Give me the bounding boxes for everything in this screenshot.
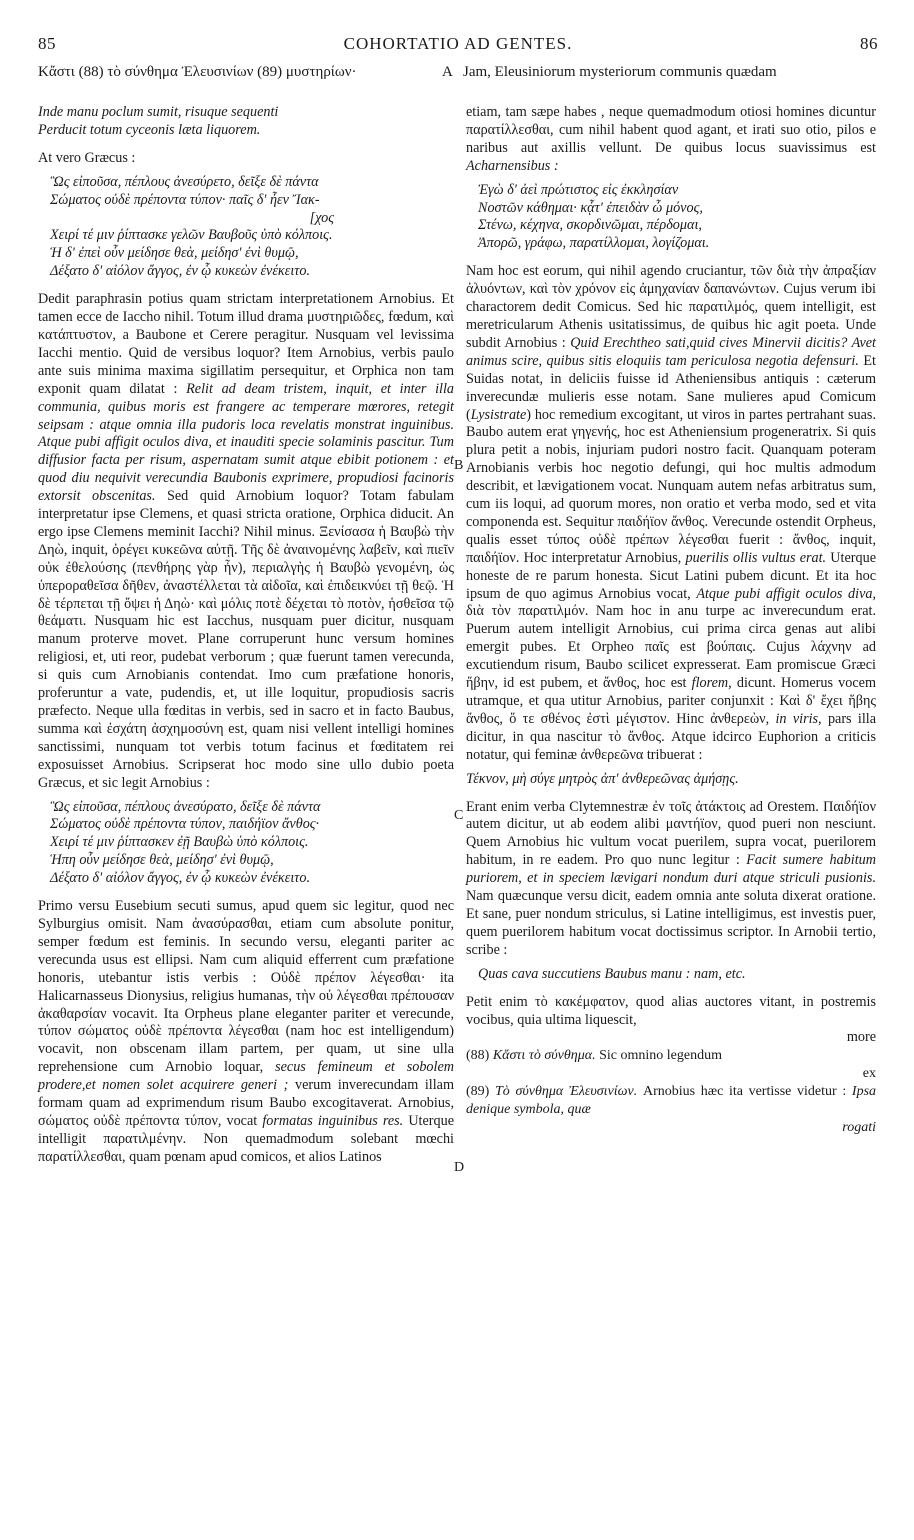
greek-verse-2 [38,799,454,889]
text-run: Uterque intelligit παρατιλμένην. Non quemadmodum solebant mœchi παρατίλλεσθαι, quam pœnam apud comicos, et alios Latinos [38,1112,455,1165]
verse-line: Στένω, κέχηνα, σκορδινῶμαι, πέρδομαι, [478,217,702,234]
quote-italic: Ipsa denique symbola, quæ [466,1084,877,1118]
quote-italic: Lysistrate [470,406,527,423]
text-run: Et Suidas notat, in deliciis fuisse id Atheniensibus antiquis : cæterum inverecundæ mulieris esse notam. Sane mulieres apud Comicum ( [466,352,876,423]
right-column [466,104,876,1137]
quote-italic: secus femineum et sobolem prodere,et nomen solet acquirere generi ; [38,1059,454,1094]
quote-italic: Acharnensibus : [466,157,559,174]
section-marker-b: B [454,458,464,473]
text-run: Dedit paraphrasin potius quam strictam interpretationem Arnobius. Et tamen ecce de Iaccho nihil. Totum illud drama μυστηριῶδες, fœdum, καὶ κατάπτυστον, a Baubone et Cerere peragitur. Nusquam vel levissima Iacchi mentio. Quid de versibus loquor? Item Arnobius, verbis paulo ante suis minima maxima sigillatim persequitur, et Orphica non tam exponit quam dilatat : [38,291,454,397]
verse-line: Perducit totum cyceonis læta liquorem. [38,121,261,138]
quote-italic: formatas inguinibus res. [262,1112,404,1129]
left-column [38,104,454,1167]
quote-italic: Atque pubi affigit oculos diva, [696,585,877,602]
verse-line: Νοστῶν κάθημαι· κᾆτ' ἐπειδὰν ὦ μόνος, [478,199,703,216]
quote-italic: Κἄστι τὸ σύνθημα. [492,1048,596,1064]
paragraph [466,799,876,960]
subheader-greek: Κἄστι (88) τὸ σύνθημα Ἐλευσινίων (89) μυστηρίων· [38,64,357,80]
verse-line: [χος [309,209,334,226]
footnote-88 [466,1047,876,1083]
subheader [38,64,878,86]
text-run: ex [862,1066,876,1082]
verse-line: Quas cava succutiens Baubus manu : nam, etc. [478,965,746,982]
subheader-latin: Jam, Eleusiniorum mysteriorum communis quædam [463,64,777,80]
text-run: Sed quid Arnobium loquor? Totam fabulam interpretatur ipse Clemens, et quasi stricta oratione, Orphica diducit. An ergo ipse Clemens meminit Iacchi? Nihil minus. Ξενίσασα ἡ Βαυβὼ τὴν Δηὼ, inquit, ὀρέγει κυκεῶνα αὐτῇ. Τῆς δὲ ἀναινομένης λαβεῖν, καὶ πιεῖν οὐκ ἐθελούσης (πενθήρης γὰρ ἦν), περιαλγὴς ἡ Βαυβὼ γενομένη, ὡς ὑπεροραθεῖσα δῆθεν, ἀναστέλλεται τὰ αἰδοῖα, καὶ ἐπιδεικνύει τῇ θεῷ. Ἡ δὲ τέρπεται τῇ ὄψει ἡ Δηὼ· καὶ μόλις ποτὲ δέχεται τὸ ποτὸν, ἡσθεῖσα τῷ θεάματι. Nusquam hic est Iacchus, nusquam puer dicitur, nusquam manum proterve movet. Plane corruperunt hunc versum homines religiosi, et, uti reor, pudebat verborum ; quæ fuerunt tamen verecunda, si quis cum Arnobianis contendat. Imo cum præfatione honoris, proferuntur a vate, pudendis, et, ut ille loquitur, propudiosis sacris præfecto. Neque ulla fœditas in verbis, sed in sacro et in facto Baubus, summa καὶ ἐσχάτη ἀσχημοσύνη est, quam nisi vellent intelligi homines sanctissimi, nunquam tot verbis totum facinus et fœditatem rei exposuisset Arnobius. Scripserat hoc modo sine ullo dubio poeta Græcus, et sic legit Arnobius : [38,488,455,791]
paragraph: At vero Græcus : [38,149,136,166]
text-run: Nam quæcunque versu dicit, eadem omnia ante soluta dixerat oratione. Et sane, puer nondum striculus, si Latine intelligimus, est investis puer, quem puerilorem habitum vocat doctissimus scriptor. In Arnobii tertio, scribe : [466,888,876,958]
verse-line: Χειρί τέ μιν ῥίπτασκε γελῶν Βαυβοῦς ὑπὸ κόλποις. [50,227,333,244]
page-title: COHORTATIO AD GENTES. [343,34,573,53]
text-run: διὰ τὸν παρατιλμόν. Nam hoc in anu turpe ac inverecundum erat. Puerum autem intelligit Arnobius, cui prima circa genas aut alibi emergit pubes. Et Orpheo παῖς est βούπαις. Cujus λάχνην ad excutiendum risum, Baubo scilicet expresserat. Eam promiscue Græci ἥβην, id est pubem, et ἄνθος, hoc est [466,603,876,692]
quote-italic: Τὸ σύνθημα Ἐλευσινίων. [495,1084,638,1100]
text-run: dicunt. Homerus vocem utramque, et qua utitur Arnobius, pariter conjunxit : Καὶ δ' ἔχει ἥβης ἄνθος, ὅ τε σθένος ἐστὶ μέγιστον. Hinc ἀνθερεὼν, [466,675,876,727]
text-run: verum inverecundam illam formam quam ad exprimendum risum Baubo excogitaverat. Arnobius, σώματος οὐδὲ πρέποντα τύπον, vocat [38,1077,455,1129]
verse-line: Σώματος οὐδὲ πρέποντα τύπον, παιδήϊον ἄνθος· [50,816,320,833]
text-run: more [846,1029,876,1046]
paragraph [466,104,876,176]
quote-italic: florem, [691,675,732,692]
quote-italic: Facit sumere habitum puriorem, et in speciem lævigari nondum duri atque striculi pusionis. [466,852,876,887]
page-number-left: 85 [38,34,56,53]
verse-line: Ὣς εἰποῦσα, πέπλους ἀνεσύρατο, δεῖξε δὲ πάντα [50,798,321,815]
paragraph [466,994,876,1048]
verse-line: Χειρί τέ μιν ῥίπτασκεν ἐῇ Βαυβὼ ὑπὸ κόλποις. [50,834,309,851]
verse-line: Ἀπορῶ, γράφω, παρατίλλομαι, λογίζομαι. [478,235,710,252]
verse-line: Ἡπη οὖν μείδησε θεὰ, μείδησ' ἐνὶ θυμῷ, [50,852,274,869]
verse-line: Σώματος οὐδὲ πρέποντα τύπον· παῖς δ' ἦεν Ἴακ- [50,191,320,208]
greek-verse-1 [38,174,454,281]
euphorion-verse [466,771,876,789]
arnobius-verse [466,966,876,984]
quote-italic: puerilis ollis vultus erat. [685,549,827,566]
greek-verse [466,182,876,254]
quote-italic: in viris, [775,710,822,727]
paragraph [38,291,454,792]
footnote-number: (88) [466,1048,490,1064]
text-run: Erant enim verba Clytemnestræ ἐν τοῖς ἀτάκτοις ad Orestem. Παιδήϊον autem dicitur, ut ab eodem alibi μαντήϊον, quod pueri non nesciunt. Quem Arnobius hic vultum vocat puerilem, supra vocat, puerilorem habitum, in re eadem. Pro quo nunc legitur : [466,798,876,869]
section-marker-d: D [454,1160,465,1175]
verse-line: Ἐγὼ δ' ἀεὶ πρώτιστος εἰς ἐκκλησίαν [478,181,679,198]
text-run: pars illa dicitur, in qua nascitur τὸ ἄνθος. Atque idcirco Euphorion a criticis notatur, qui feminæ ἀνθερεῶνα tribuerat : [466,710,877,763]
paragraph [466,263,876,764]
verse-line: Ὣς εἰποῦσα, πέπλους ἀνεσύρετο, δεῖξε δὲ πάντα [50,173,319,190]
verse-line: Δέξατο δ' αἰόλον ἄγγος, ἐν ᾧ κυκεὼν ἐνέκειτο. [50,263,310,280]
footnote-89 [466,1083,876,1137]
text-run: ) hoc remedium excogitant, ut viros in partes pertrahant suas. Baubo autem erat γηγενής, hoc est Atheniensium progeneratrix. Si quis plura petit a nobis, injuriam pudori nostro facit. Quanquam poteram Arnobianis verbis hoc negotio defungi, qui hoc multis admodum describit, et lævigationem vocat. Nunquam autem nefas arbitratus sum, cum iis loqui, ad quorum mores, non oratio et verba modo, sed et vita componenda est. Sequitur παιδήϊον ἄνθος. Verecunde ostendit Orpheus, qualis esset τύπος οὐδὲ πρέπων λέγεσθαι fuerit : ἄνθος, inquit, παιδήϊον. Hoc interpretatur Arnobius, [466,406,876,566]
verse-line: Τέκνον, μὴ σύγε μητρὸς ἀπ' ἀνθερεῶνας ἀμήσῃς. [466,770,739,787]
section-marker-c: C [454,808,464,823]
verse-line: Ἡ δ' ἐπεὶ οὖν μείδησε θεὰ, μείδησ' ἐνὶ θυμῷ, [50,245,299,262]
verse-line: Δέξατο δ' αἰόλον ἄγγος, ἐν ᾧ κυκεὼν ἐνέκειτο. [50,870,310,887]
quote-italic: Relit ad deam tristem, inquit, et inter illa communia, quibus moris est frangere ac temperare mœrores, retegit seipsam : atque omnia illa pudoris loca revelatis monstrat inguinibus. Atque pubi affigit oculos diva, et inauditi specie solaminis pascitur. Tum diffusior facta per risum, aspernatam sumit atque ebibit potionem : et quod diu nequivit verecundia Baubonis exprimere, propudiosi facinoris extorsit obscenitas. [38,380,454,505]
page-number-right: 86 [860,34,878,53]
text-run: Arnobius hæc ita vertisse videtur : [642,1084,847,1100]
intro-verse [38,104,454,140]
quote-italic: Quid Erechtheo sati,quid cives Minervii dicitis? Avet animus scire, quibus sitis eloquiis tam periculosa negotia defensuri. [466,334,876,369]
text-run: Nam hoc est eorum, qui nihil agendo cruciantur, τῶν διὰ τὴν ἀπραξίαν ἀλυόντων, καὶ τὸν χρόνον εἰς ἀμηχανίαν δαπανώντων. Cujus verum ibi charactorem dedit Comicus. Sed hic παρατιλμός, quem intelligit, est meretricularum Athenis usitatissimus, de quibus hic agit poeta. Unde subdit Arnobius : [466,263,876,351]
text-run: rogati [842,1119,876,1135]
text-run: Primo versu Eusebium secuti sumus, apud quem sic legitur, quod nec Sylburgius omisit. Nam ἀνασύρασθαι, etiam cum absolute ponitur, semper fœdum est feminis. In secundo versu, eleganti pariter ac verecunda usus est ellipsi. Nam cum aliquid efferrent cum præfatione honoris, utebantur istis verbis : Οὐδὲ πρέπον λέγεσθαι· ita Halicarnasseus Dionysius, religius humanas, τὴν οὐ λέγεσθαι πρέπουσαν ἀκαθαρσίαν vocavit. Ita Orpheus plane eleganter pariter et verecunde, τύπον σώματος οὐδὲ πρέποντα λέγεσθαι (nam hoc est intelligendum) vocavit, non obscenam illam partem, per quam, ut sine ulla reprehensione cum Arnobio loquar, [38,898,454,1076]
section-marker-a: A [442,64,453,80]
text-run: Sic omnino legendum [599,1048,722,1064]
verse-line: Inde manu poclum sumit, risuque sequenti [38,104,279,120]
text-run: Uterque honeste de re parum honesta. Sicut Latini pubem dicunt. Et ita hoc ipsum de quo agimus Arnobius vocat, [466,549,876,602]
footnote-number: (89) [466,1084,490,1100]
text-run: etiam, tam sæpe habes , neque quemadmodum otiosi homines dicuntur παρατίλλεσθαι, cum nihil habent quod agant, et irati suo otio, pilos e naribus aut axillis vellunt. De quibus locus suavissimus est [466,104,876,156]
paragraph [38,898,454,1167]
running-head [38,34,878,56]
text-run: Petit enim τὸ κακέμφατον, quod alias auctores vitant, in postremis vocibus, quia ultima liquescit, [466,993,876,1028]
